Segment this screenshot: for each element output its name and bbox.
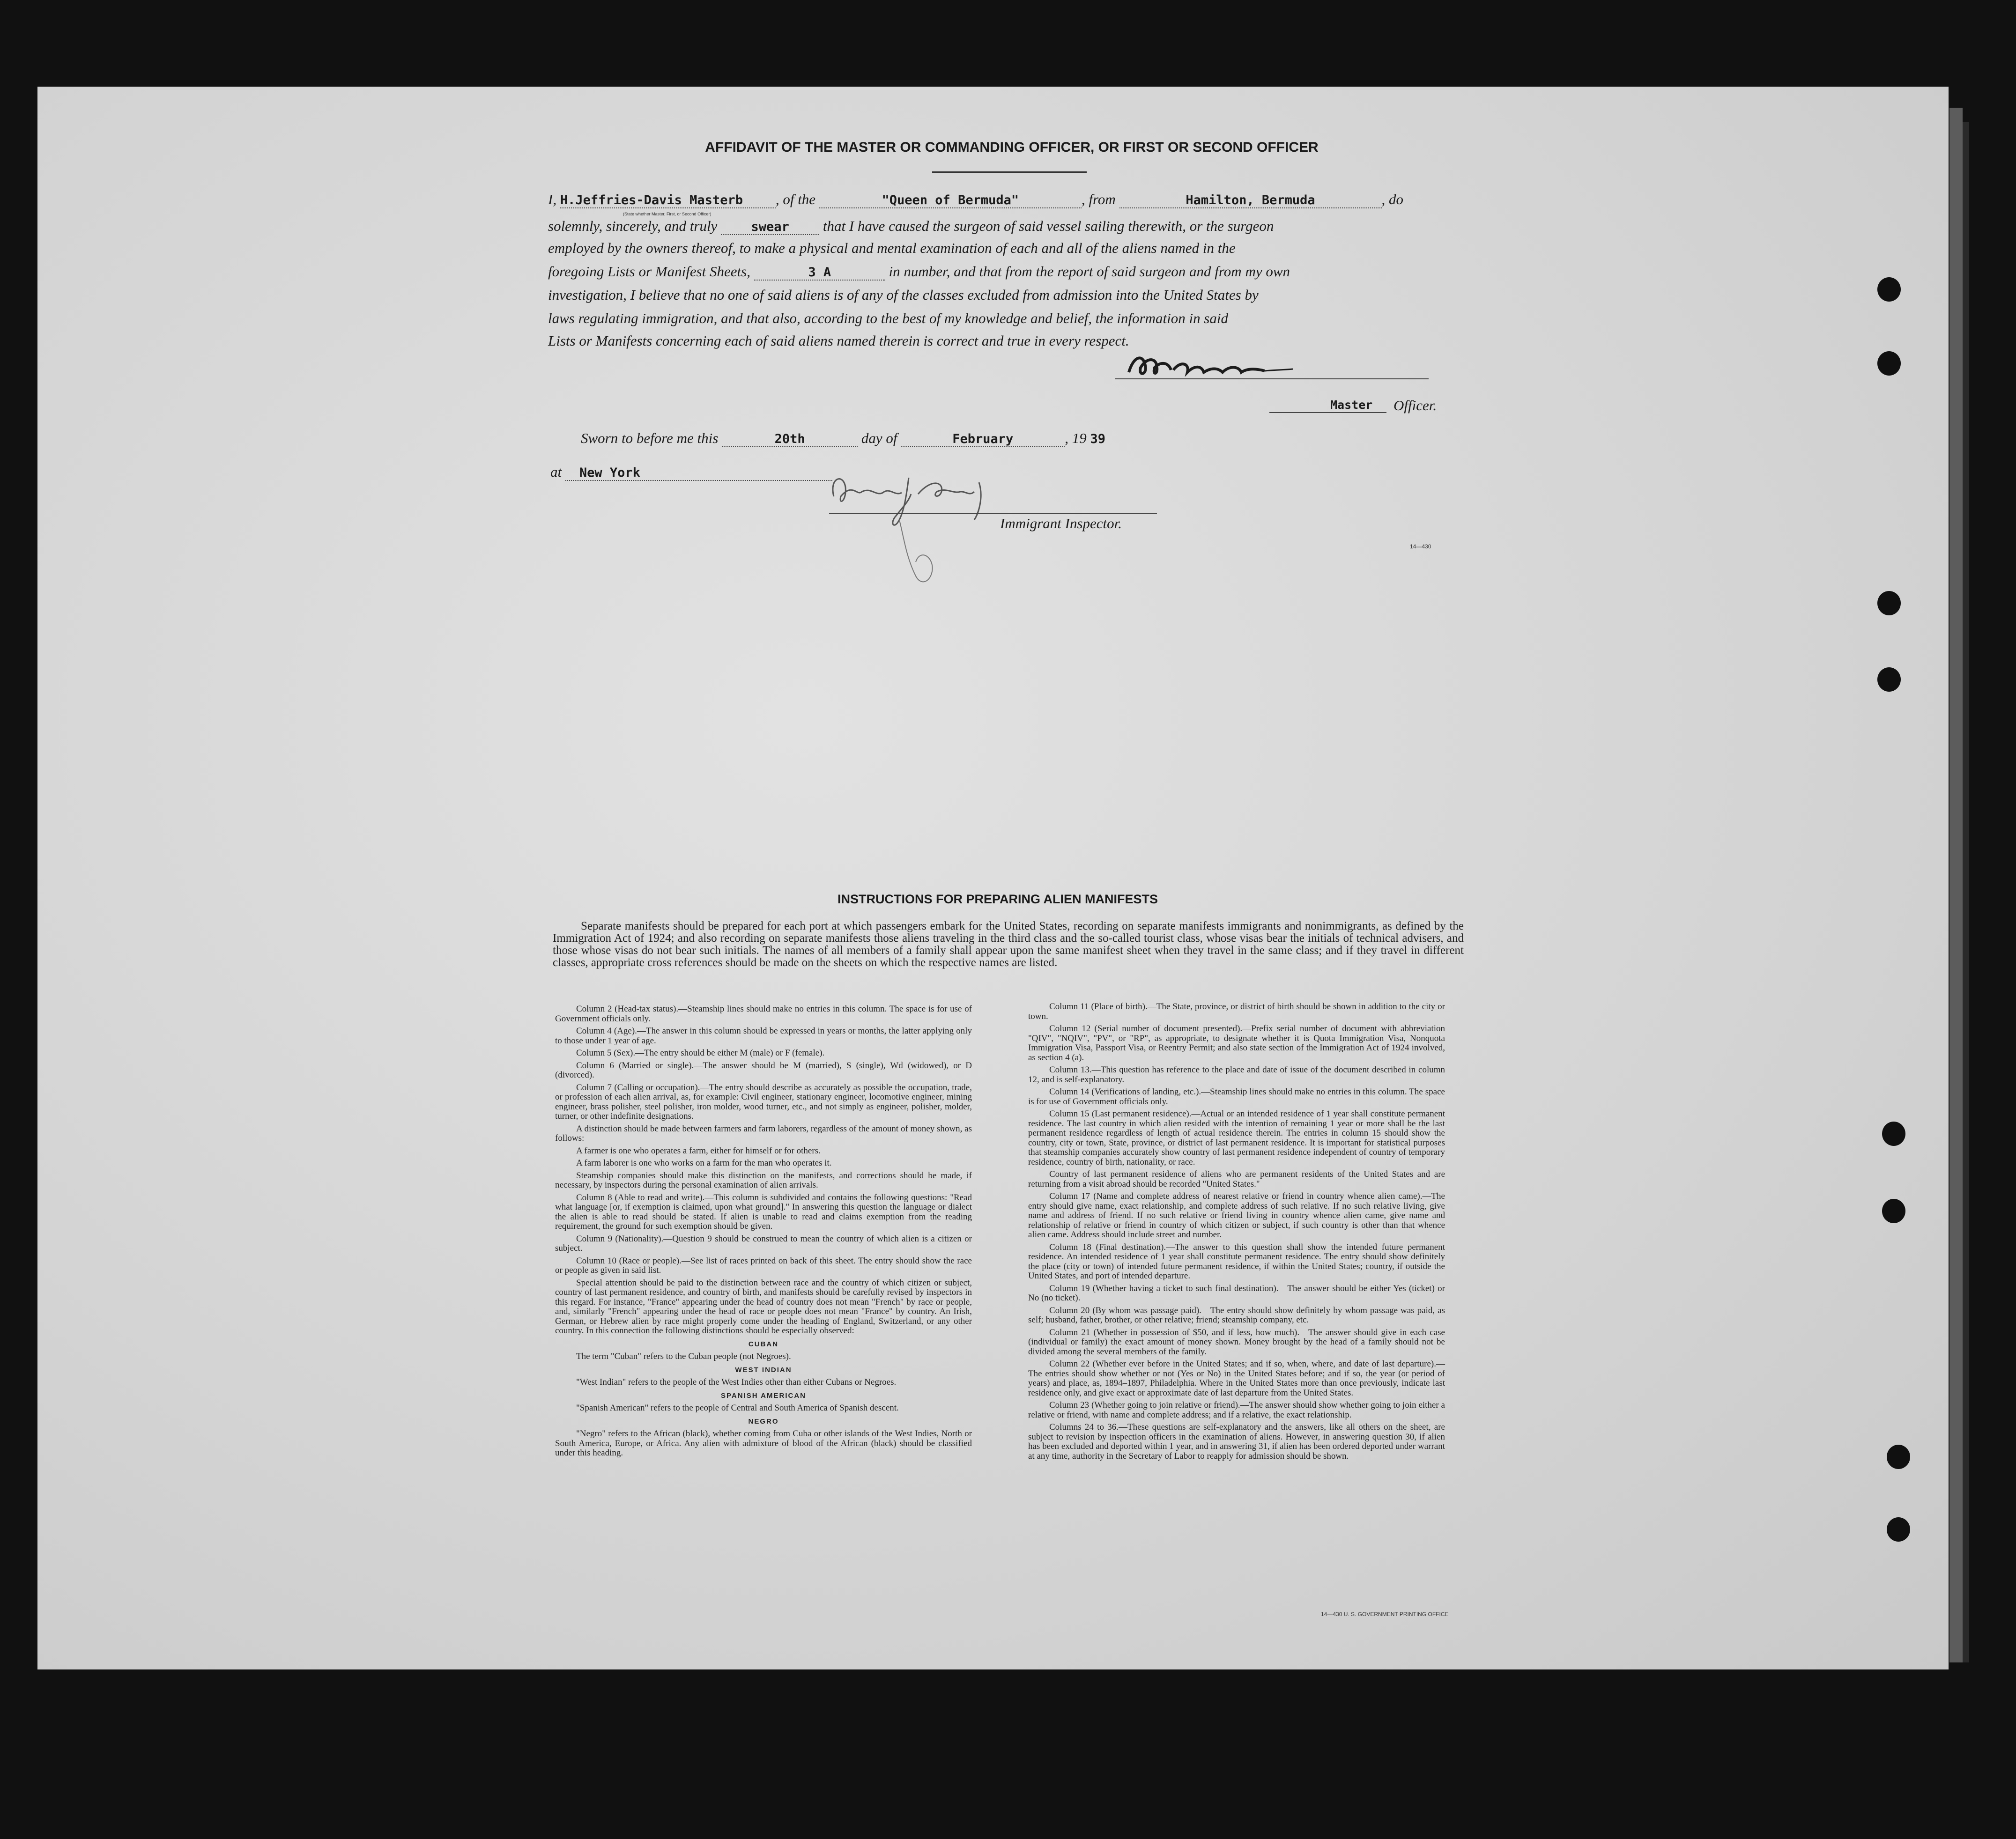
affidavit-line-3: employed by the owners thereof, to make a physical and mental examination of each and all of the aliens named in the [548,240,1236,256]
inspector-signature-line [829,513,1157,514]
affidavit-line-6: laws regulating immigration, and that also, according to the best of my knowledge and belief, the information in said [548,310,1229,326]
page-edge-dark [1963,122,1969,1662]
instruction-paragraph: Special attention should be paid to the distinction between race and the country of which citizen or subject, country of last permanent residence, and country of birth, and manifests should be carefully revised by inspectors in this regard. For instance, "France" appearing under the head of country does not mean "French" by race or people, and, similarly "French" appearing under the head of race or people does not mean "France" by country. An Irish, German, or Hebrew alien by race might properly come under the heading of England, Switzerland, or any other country. In this connection the following distinctions should be especially observed: [555,1278,972,1336]
inspector-label: Immigrant Inspector. [1000,515,1122,532]
affidavit-line-7: Lists or Manifests concerning each of said aliens named therein is correct and true in every respect. [548,332,1129,349]
sheet-count-field: 3 A [754,265,885,281]
heading-west-indian: WEST INDIAN [735,1366,792,1374]
sworn-month-field: February [901,432,1065,447]
signature-line [1115,378,1429,379]
affidavit-title: AFFIDAVIT OF THE MASTER OR COMMANDING OFFICER, OR FIRST OR SECOND OFFICER [705,140,1319,155]
officer-label: Officer. [1393,397,1437,414]
instruction-paragraph: "West Indian" refers to the people of the West Indies other than either Cubans or Negroes. [576,1377,897,1387]
title-rule [932,171,1087,173]
instructions-intro: Separate manifests should be prepared for each port at which passengers embark for the United States, recording on separate manifests immigrants and nonimmigrants, as defined by the Immigration Act of 1924; and also recording on separate manifests those aliens traveling in the third class and the so-called tourist class, whose visas bear the initials of technical advisers, and those whose visas do not bear such initials. The names of all members of a family shall appear upon the same manifest sheet when they travel in the same class; and if they travel in different classes, appropriate cross references should be made on the sheets on which the respective names are listed. [553,920,1464,969]
instructions-left-column [555,1004,972,1461]
instruction-paragraph: A farmer is one who operates a farm, either for himself or for others. [576,1145,821,1156]
affidavit-text: solemnly, sincerely, and truly [548,218,718,234]
instruction-paragraph: Column 13.—This question has reference to the place and date of issue of the document described in column 12, and is self-explanatory. [1028,1065,1445,1085]
ship-name-field: "Queen of Bermuda" [819,193,1082,208]
binder-hole [1887,1445,1910,1469]
instruction-paragraph: Column 18 (Final destination).—The answer to this question shall show the intended future permanent residence. An intended residence of 1 year shall constitute permanent residence. The entry should show definitely the place (city or town) of intended future permanent residence, if within the United States; country, if outside the United States, and port of intended departure. [1028,1242,1445,1281]
instruction-paragraph: Steamship companies should make this distinction on the manifests, and corrections should be made, if necessary, by inspectors during the personal examination of alien arrivals. [555,1170,972,1190]
oath-field: swear [721,220,819,235]
instructions-right-column [1028,1002,1445,1464]
binder-hole [1882,1199,1905,1223]
master-name-field: H.Jeffries-Davis Masterb [560,193,776,208]
officer-rank: Master [1330,398,1373,412]
instruction-paragraph: Column 15 (Last permanent residence).—Actual or an intended residence of 1 year shall constitute permanent residence. The last country in which alien resided with the intention of remaining 1 year or more shall be the last permanent residence regardless of length of actual residence therein. The entries in column 15 should show the country, city or town, State, province, or district of last permanent residence. It is important for statistical purposes that steamship companies accurately show country of last permanent residence independent of country of temporary residence, country of birth, nationality, or race. [1028,1109,1445,1167]
instruction-paragraph: Column 22 (Whether ever before in the United States; and if so, when, where, and date of last departure).—The entries should show whether or not (Yes or No) in the United States before; and if so, the year (or period of years) and place, as, 1894–1897, Philadelphia. Where in the United States more than once previously, indicate last residence only, and give exact or approximate date of last departure from the United States. [1028,1359,1445,1398]
instructions-title: INSTRUCTIONS FOR PREPARING ALIEN MANIFESTS [837,892,1158,906]
instruction-paragraph: Column 17 (Name and complete address of nearest relative or friend in country whence alien came).—The entry should give name, exact relationship, and complete address of such relative. If no such relative living, give name and address of friend. If no such relative or friend living in country whence alien came, give name and relationship of relative or friend in country of which citizen or subject, if such country is other than that whence alien came. Address should include street and number. [1028,1191,1445,1240]
affidavit-text: I, [548,191,557,207]
page-edge-shadow [1949,108,1963,1662]
affidavit-text: that I have caused the surgeon of said vessel sailing therewith, or the surgeon [823,218,1274,234]
instruction-paragraph: Column 6 (Married or single).—The answer should be M (married), S (single), Wd (widowed), or D (divorced). [555,1060,972,1080]
affidavit-text: , 19 [1065,430,1087,446]
heading-cuban: CUBAN [748,1340,779,1348]
affidavit-text: foregoing Lists or Manifest Sheets, [548,263,750,280]
place-field: New York [565,465,832,481]
affidavit-text: , do [1381,191,1403,207]
binder-hole [1877,277,1901,302]
affidavit-line-4 [548,263,1290,281]
instruction-paragraph: Column 5 (Sex).—The entry should be either M (male) or F (female). [576,1048,825,1058]
instruction-paragraph: "Negro" refers to the African (black), whether coming from Cuba or other islands of the West Indies, North or South America, Europe, or Africa. Any alien with admixture of blood of the African (black) should be classified under this heading. [555,1429,972,1458]
form-number: 14—430 [1410,543,1431,550]
affidavit-text: , from [1081,191,1116,207]
sworn-line [581,430,1123,447]
affidavit-text: in number, and that from the report of said surgeon and from my own [889,263,1290,280]
affidavit-line-5: investigation, I believe that no one of said aliens is of any of the classes excluded from admission into the United States by [548,287,1259,303]
instruction-paragraph: Country of last permanent residence of aliens who are permanent residents of the United States and are returning from a visit abroad should be recorded "United States." [1028,1169,1445,1189]
instruction-paragraph: Column 7 (Calling or occupation).—The entry should describe as accurately as possible the occupation, trade, or profession of each alien arrival, as, for example: Civil engineer, stationary engineer, locomotive engineer, mining engineer, brass polisher, steel polisher, iron molder, wood turner, etc., and not simply as engineer, polisher, molder, turner, or other indefinite designations. [555,1082,972,1121]
affidavit-line-2 [548,218,1274,235]
instruction-paragraph: Column 20 (By whom was passage paid).—The entry should show definitely by whom passage was paid, as self; husband, father, brother, or other relative; friend; steamship company, etc. [1028,1305,1445,1325]
instruction-paragraph: Columns 24 to 36.—These questions are self-explanatory and the answers, like all others on the sheet, are subject to revision by inspection officers in the examination of aliens. However, in answering question 30, if alien has been excluded and deported within 1 year, and in answering 31, if alien has been ordered deported under warrant at any time, authority in the Secretary of Labor to reapply for admission should be shown. [1028,1422,1445,1461]
affidavit-text: Sworn to before me this [581,430,719,446]
instruction-paragraph: A distinction should be made between farmers and farm laborers, regardless of the amount of money shown, as follows: [555,1123,972,1143]
instruction-paragraph: Column 8 (Able to read and write).—This column is subdivided and contains the following questions: "Read what language [or, if exemption is claimed, upon what ground]." In answering this question the language or dialect the alien is able to read should be stated. If alien is unable to read and claims exemption from the reading requirement, the ground for such exemption should be given. [555,1192,972,1231]
heading-spanish-american: SPANISH AMERICAN [720,1391,806,1400]
instruction-paragraph: Column 21 (Whether in possession of $50, and if less, how much).—The answer should give in each case (individual or family) the exact amount of money shown. Money brought by the head of a family should not be divided among the several members of the family. [1028,1327,1445,1357]
instruction-paragraph: Column 10 (Race or people).—See list of races printed on back of this sheet. The entry should show the race or people as given in said list. [555,1256,972,1275]
instruction-paragraph: Column 9 (Nationality).—Question 9 should be construed to mean the country of which alien is a citizen or subject. [555,1233,972,1253]
place-line [550,464,832,481]
heading-negro: NEGRO [748,1417,779,1425]
affidavit-text: , of the [775,191,816,207]
officer-rank-line [1269,412,1386,413]
instruction-paragraph: A farm laborer is one who works on a farm for the man who operates it. [576,1158,832,1168]
instruction-paragraph: Column 4 (Age).—The answer in this column should be expressed in years or months, the latter applying only to those under 1 year of age. [555,1026,972,1046]
sworn-day-field: 20th [722,432,858,447]
instruction-paragraph: Column 12 (Serial number of document presented).—Prefix serial number of document with abbreviation "QIV", "NQIV", "PV", or "RP", as appropriate, to designate whether it is Quota Immigration Visa, Nonquota Immigration Visa, Passport Visa, or Reentry Permit; and also state section of the Immigration Act of 1924 involved, as section 4 (a). [1028,1024,1445,1063]
binder-hole [1877,591,1901,615]
rank-note: (State whether Master, First, or Second Officer) [623,212,712,216]
affidavit-line-1 [548,191,1403,208]
binder-hole [1882,1122,1905,1146]
instruction-paragraph: Column 14 (Verifications of landing, etc.).—Steamship lines should make no entries in this column. The space is for use of Government officials only. [1028,1087,1445,1107]
instruction-paragraph: Column 19 (Whether having a ticket to such final destination).—The answer should be either Yes (ticket) or No (no ticket). [1028,1283,1445,1303]
port-field: Hamilton, Bermuda [1119,193,1382,208]
binder-hole [1887,1517,1910,1542]
instruction-paragraph: Column 2 (Head-tax status).—Steamship lines should make no entries in this column. The space is for use of Government officials only. [555,1004,972,1024]
binder-hole [1877,667,1901,692]
instruction-paragraph: "Spanish American" refers to the people of Central and South America of Spanish descent. [576,1403,899,1413]
instruction-paragraph: The term "Cuban" refers to the Cuban people (not Negroes). [576,1352,791,1361]
sworn-year-field: 39 [1090,432,1105,446]
instruction-paragraph: Column 11 (Place of birth).—The State, province, or district of birth should be shown in addition to the city or town. [1028,1002,1445,1021]
instruction-paragraph: Column 23 (Whether going to join relative or friend).—The answer should show whether going to join either a relative or friend, with name and complete address; and if a relative, the exact relationship. [1028,1400,1445,1420]
affidavit-text: day of [861,430,897,446]
printing-office-footer: 14—430 U. S. GOVERNMENT PRINTING OFFICE [1321,1611,1449,1617]
affidavit-text: at [550,464,562,480]
binder-hole [1877,351,1901,376]
